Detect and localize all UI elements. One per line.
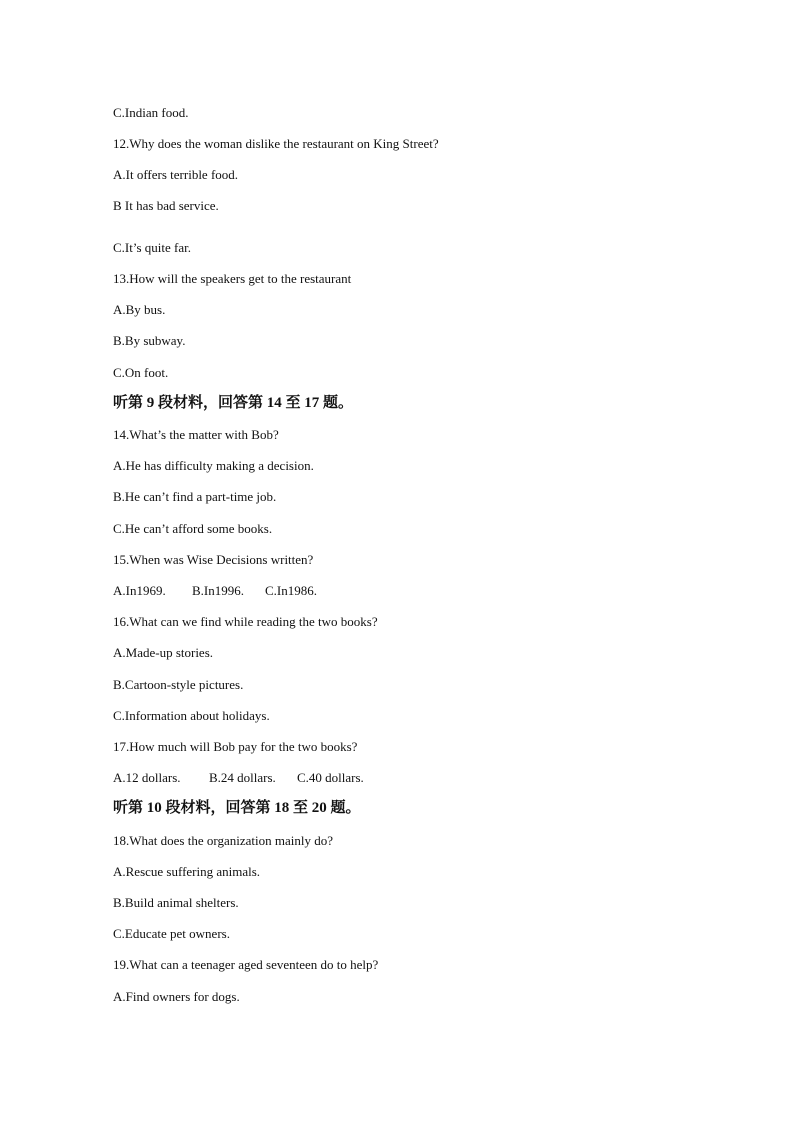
- option-17a: A.12 dollars.: [113, 770, 181, 785]
- option-12a: A.It offers terrible food.: [113, 167, 239, 182]
- options-17: [113, 770, 364, 786]
- option-18b: B.Build animal shelters.: [113, 895, 239, 910]
- option-13a: A.By bus.: [113, 302, 166, 317]
- option-14a: A.He has difficulty making a decision.: [113, 458, 314, 473]
- option-18c: C.Educate pet owners.: [113, 926, 230, 941]
- option-17b: B.24 dollars.: [209, 770, 276, 785]
- question-12: 12.Why does the woman dislike the restaurant on King Street?: [113, 136, 439, 151]
- option-15b: B.In1996.: [192, 583, 244, 598]
- question-15: 15.When was Wise Decisions written?: [113, 552, 314, 567]
- section-heading-9: 听第 9 段材料，回答第 14 至 17 题。: [113, 395, 354, 411]
- option-12b: B It has bad service.: [113, 198, 219, 213]
- question-16: 16.What can we find while reading the two books?: [113, 614, 378, 629]
- option-18a: A.Rescue suffering animals.: [113, 864, 261, 879]
- option-15a: A.In1969.: [113, 583, 166, 598]
- option-19a: A.Find owners for dogs.: [113, 989, 240, 1004]
- question-14: 14.What’s the matter with Bob?: [113, 427, 279, 442]
- option-16a: A.Made-up stories.: [113, 645, 214, 660]
- option-14c: C.He can’t afford some books.: [113, 521, 273, 536]
- option-14b: B.He can’t find a part-time job.: [113, 489, 277, 504]
- option-12c: C.It’s quite far.: [113, 240, 191, 255]
- question-13: 13.How will the speakers get to the restaurant: [113, 271, 352, 286]
- option-16b: B.Cartoon-style pictures.: [113, 677, 244, 692]
- option-16c: C.Information about holidays.: [113, 708, 270, 723]
- option-15c: C.In1986.: [265, 583, 317, 598]
- question-19: 19.What can a teenager aged seventeen do to help?: [113, 957, 379, 972]
- option-13b: B.By subway.: [113, 333, 186, 348]
- section-heading-10: 听第 10 段材料，回答第 18 至 20 题。: [113, 800, 361, 816]
- options-15: [113, 583, 317, 599]
- question-17: 17.How much will Bob pay for the two books?: [113, 739, 358, 754]
- question-18: 18.What does the organization mainly do?: [113, 833, 333, 848]
- option-17c: C.40 dollars.: [297, 770, 364, 785]
- option-13c: C.On foot.: [113, 365, 169, 380]
- option-11c: C.Indian food.: [113, 105, 189, 120]
